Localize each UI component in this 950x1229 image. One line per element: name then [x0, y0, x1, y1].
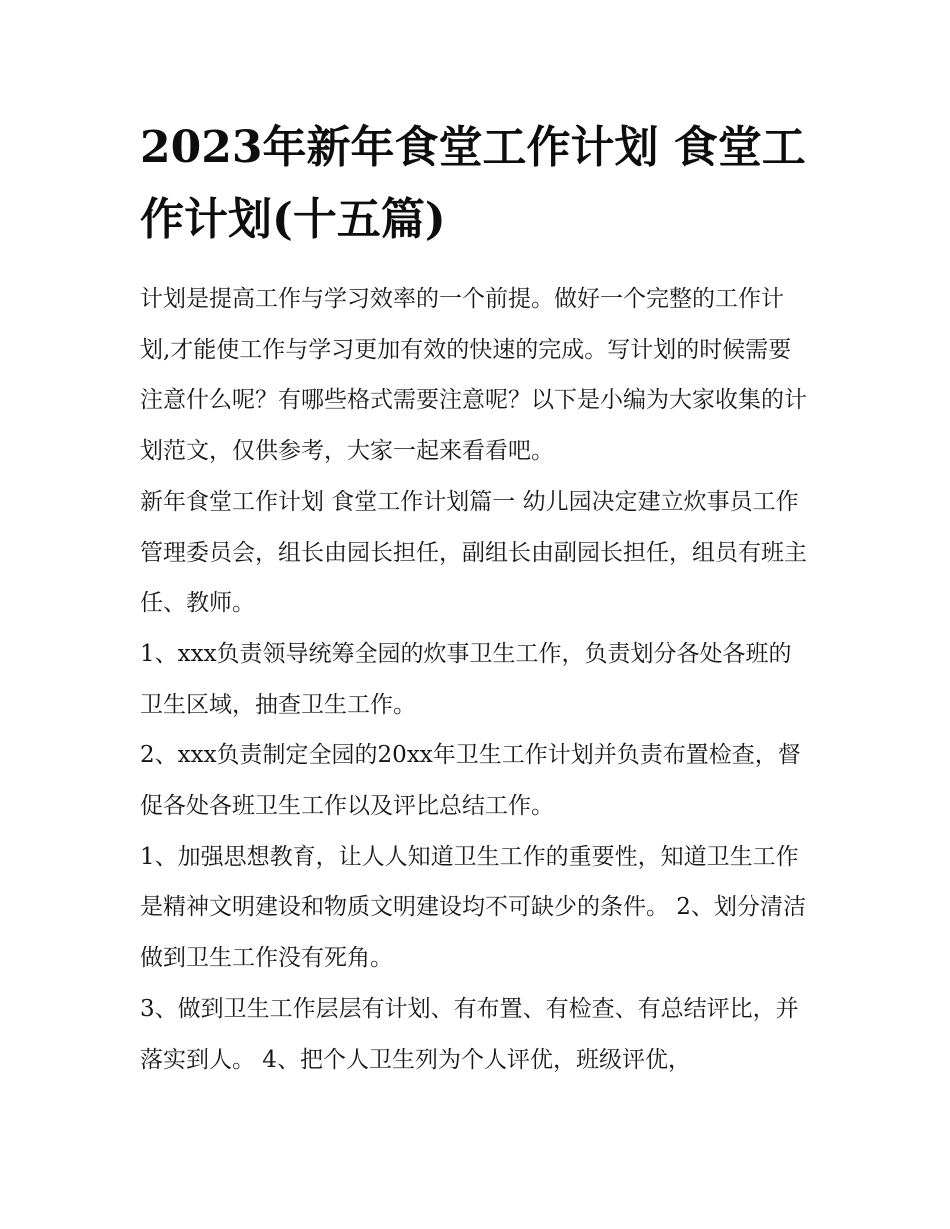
- paragraph-measure-3-4: 3、做到卫生工作层层有计划、有布置、有检查、有总结评比，并落实到人。 4、把个人卫生列为个人评优，班级评优，: [140, 995, 799, 1073]
- paragraph-item-2: 2、xxx负责制定全园的20xx年卫生工作计划并负责布置检查，督促各处各班卫生工作以及评比总结工作。: [140, 742, 801, 820]
- document-body: [140, 112, 812, 1085]
- paragraph-item-1: 1、xxx负责领导统筹全园的炊事卫生工作，负责划分各处各班的卫生区域，抽查卫生工作。: [140, 640, 792, 718]
- paragraph-section-one: 新年食堂工作计划 食堂工作计划篇一 幼儿园决定建立炊事员工作管理委员会，组长由园长担任，副组长由副园长担任，组员有班主任、教师。: [140, 488, 807, 617]
- paragraph-measure-1-2: 1、加强思想教育，让人人知道卫生工作的重要性，知道卫生工作是精神文明建设和物质文明建设均不可缺少的条件。 2、划分清洁做到卫生工作没有死角。: [140, 843, 806, 972]
- paragraph-intro: 计划是提高工作与学习效率的一个前提。做好一个完整的工作计划,才能使工作与学习更加有效的快速的完成。写计划的时候需要注意什么呢？有哪些格式需要注意呢？以下是小编为大家收集的计划范文，仅供参考，大家一起来看看吧。: [140, 286, 807, 465]
- document-title: 2023年新年食堂工作计划 食堂工作计划(十五篇): [140, 122, 806, 245]
